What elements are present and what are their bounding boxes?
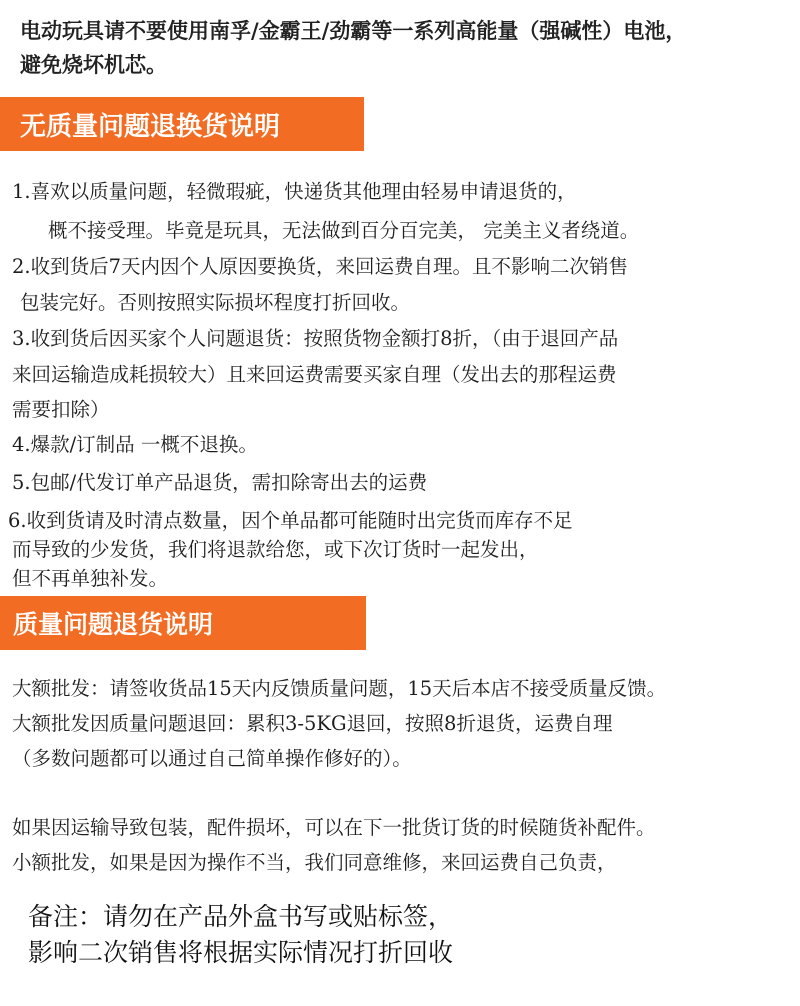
section-1-line: 1.喜欢以质量问题，轻微瑕疵，快递货其他理由轻易申请退货的， [12, 180, 577, 203]
section-1-line: 需要扣除） [12, 398, 110, 421]
section-2-title: 质量问题退货说明 [13, 610, 214, 639]
section-1-line: 但不再单独补发。 [12, 567, 169, 590]
remark-line-2: 影响二次销售将根据实际情况打折回收 [28, 938, 454, 967]
section-1-line: 来回运输造成耗损较大）且来回运费需要买家自理（发出去的那程运费 [12, 363, 617, 386]
section-2-line: 大额批发因质量问题退回：累积3-5KG退回，按照8折退货，运费自理 [12, 712, 613, 735]
section-1-line: 6.收到货请及时清点数量，因个单品都可能随时出完货而库存不足 [8, 509, 573, 532]
section-2-line: （多数问题都可以通过自己简单操作修好的）。 [12, 747, 412, 770]
section-1-line: 而导致的少发货，我们将退款给您，或下次订货时一起发出， [12, 538, 539, 561]
battery-notice-line-1: 电动玩具请不要使用南孚/金霸王/劲霸等一系列高能量（强碱性）电池， [20, 19, 687, 43]
section-1-line: 概不接受理。毕竟是玩具，无法做到百分百完美， 完美主义者绕道。 [48, 219, 640, 242]
section-1-banner [0, 97, 364, 151]
section-2-banner [0, 596, 366, 650]
remark-line-1: 备注：请勿在产品外盒书写或贴标签， [28, 902, 454, 931]
section-2-line: 大额批发：请签收货品15天内反馈质量问题，15天后本店不接受质量反馈。 [12, 677, 667, 700]
section-1-line: 包装完好。否则按照实际损坏程度打折回收。 [20, 291, 411, 314]
section-1-line: 2.收到货后7天内因个人原因要换货，来回运费自理。且不影响二次销售 [12, 255, 629, 278]
section-1-line: 3.收到货后因买家个人问题退货：按照货物金额打8折，（由于退回产品 [12, 327, 619, 350]
section-1-line: 4.爆款/订制品 一概不退换。 [12, 433, 258, 456]
section-1-title: 无质量问题退换货说明 [20, 111, 281, 142]
battery-notice-line-2: 避免烧坏机芯。 [20, 53, 167, 77]
section-2-line: 如果因运输导致包装，配件损坏，可以在下一批货订货的时候随货补配件。 [12, 816, 656, 839]
battery-notice [20, 14, 795, 82]
section-2-line: 小额批发，如果是因为操作不当，我们同意维修，来回运费自己负责， [12, 851, 617, 874]
section-1-line: 5.包邮/代发订单产品退货，需扣除寄出去的运费 [12, 471, 428, 494]
